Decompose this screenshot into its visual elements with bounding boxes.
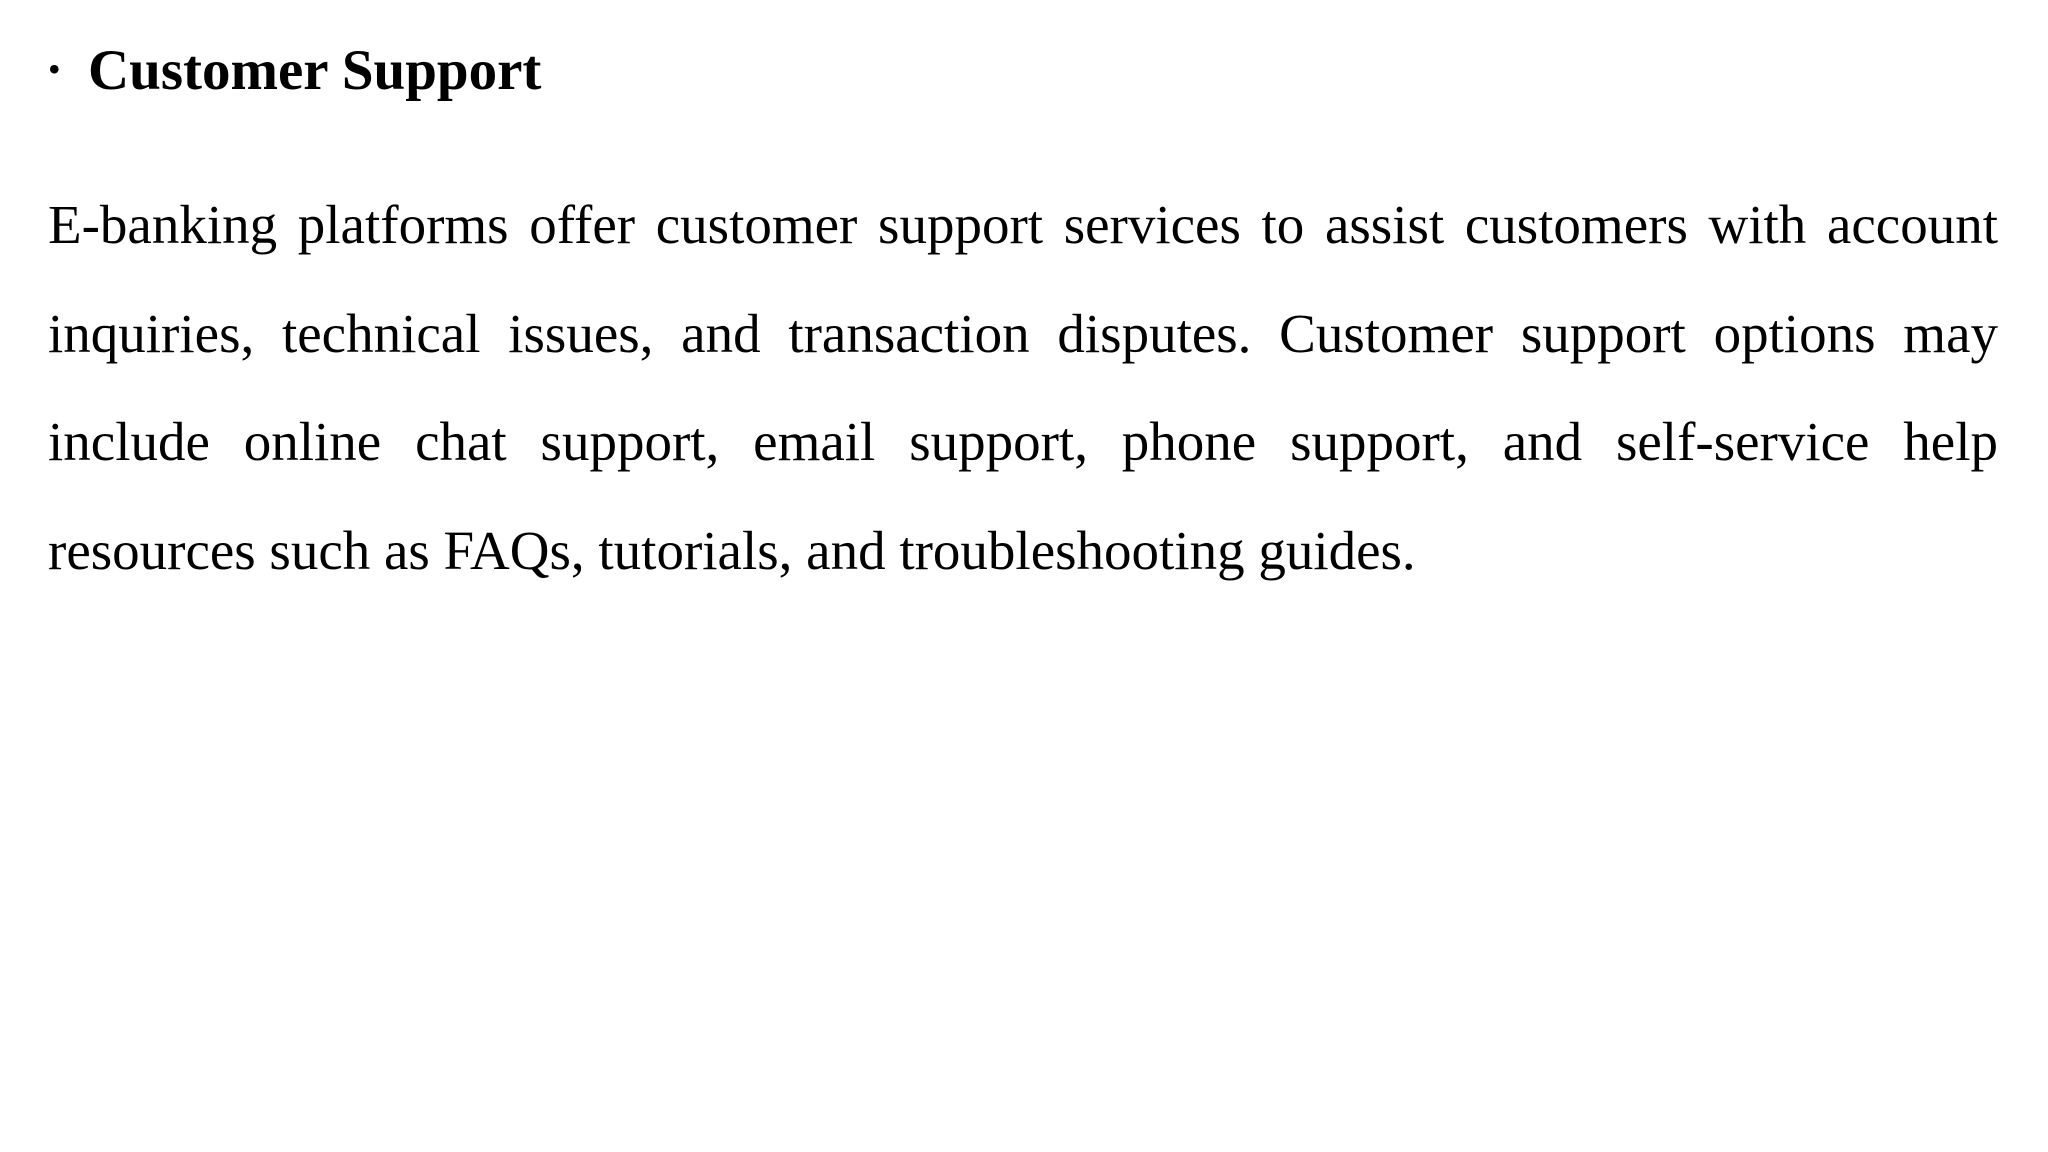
section-heading-row [48,39,542,102]
section-heading: Customer Support [88,39,542,102]
section-paragraph: E-banking platforms offer customer support services to assist customers with account inquiries, technical issues, and transaction disputes. Customer support options may include online chat support, email support, phone support, and self-service help resources such as FAQs, tutorials, and troubleshooting guides. [48,194,1998,581]
bullet-icon: • [48,49,61,89]
